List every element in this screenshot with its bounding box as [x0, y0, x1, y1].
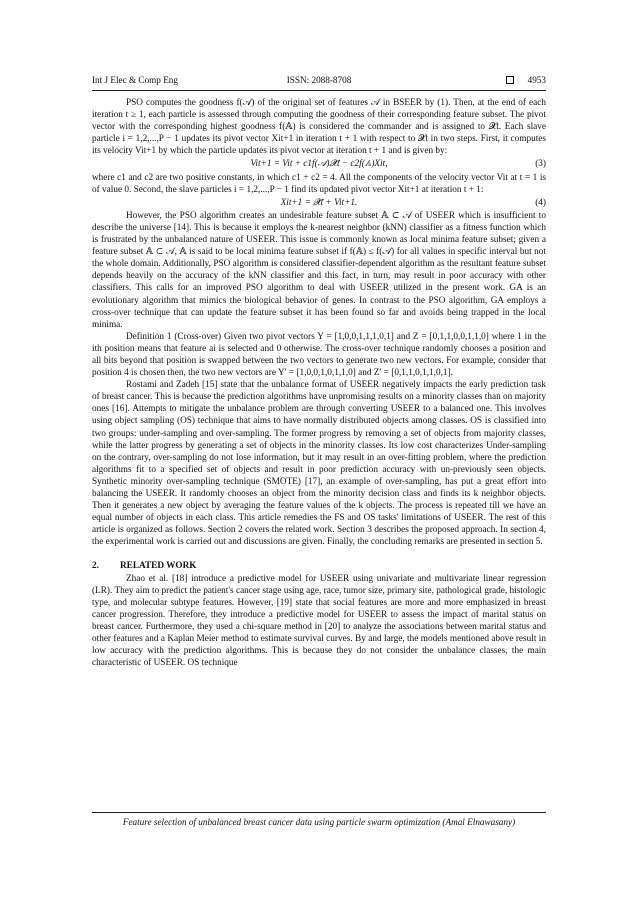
page-number: 4953 — [527, 75, 546, 85]
paragraph-pso-limitation: However, the PSO algorithm creates an undesirable feature subset 𝔸 ⊂ 𝒜 of USEER which is insufficient to describe the universe [14]. This is because it employs the k-nearest neighbor (kNN) classifier as a fitness function which is frustrated by the unbalanced nature of USEER. This issue is commonly known as local minima feature subset; given a feature subset 𝔸 ⊂ 𝒜, 𝔸 is said to be local minima feature subset if f(𝔸) ≤ f(𝒜) for all values in specific interval but not the whole domain. Additionally, PSO algorithm is considered classifier-dependent algorithm as the resultant feature subset depends heavily on the accuracy of the kNN classifier and this fact, in turn, may result in poor accuracy with other classifiers. This calls for an improved PSO algorithm to deal with USEER utilized in the present work. GA is an evolutionary algorithm that mimics the biological behavior of genes. In contrast to the PSO algorithm, GA employs a cross-over technique that can update the feature subset it has been found so far and avoids being trapped in the local minima. — [92, 210, 546, 330]
equation-3 — [92, 158, 546, 170]
paragraph-pso-goodness: PSO computes the goodness f(𝒜) of the original set of features 𝒜 in BSEER by (1). Then, at the end of each iteration t ≥ 1, each particle is assessed through computing the goodness of their corresponding feature subset. The pivot vector with the corresponding highest goodness f(𝔸) is considered the commander and is assigned to 𝓧t. Each slave particle i = 1,2,...,P − 1 updates its pivot vector Xit+1 in iteration t + 1 with respect to 𝓧t in two steps. First, it computes its velocity Vit+1 by which the particle updates its pivot vector at iteration t + 1 and is given by: — [92, 98, 546, 157]
journal-name: Int J Elec & Comp Eng — [92, 75, 178, 85]
equation-4-body: Xit+1 = 𝓧t + Vit+1. — [280, 197, 358, 208]
box-icon — [506, 76, 514, 84]
section-title: RELATED WORK — [120, 561, 197, 572]
equation-4-number: (4) — [535, 197, 546, 208]
page-footer — [92, 812, 546, 827]
equation-4 — [92, 197, 546, 209]
section-number: 2. — [92, 561, 99, 572]
section-heading — [92, 560, 546, 572]
paragraph-velocity: where c1 and c2 are two positive constants, in which c1 + c2 = 4. All the components of the velocity vector Vit at t = 1 is of value 0. Second, the slave particles i = 1,2,...,P − 1 find its updated pivot vector Xit+1 at iteration t + 1: — [92, 172, 546, 195]
page-header — [92, 72, 546, 91]
equation-3-body: Vit+1 = Vit + c1f(𝒜)𝓧t − c2f(𝔸)Xit, — [250, 159, 388, 170]
paragraph-unbalance: Rostami and Zadeh [15] state that the unbalance format of USEER negatively impacts the early prediction task of breast cancer. This is because the prediction algorithms have unpromising results on a minority classes than on majority ones [16]. Attempts to mitigate the unbalance problem are through converting USEER to a balanced one. This involves using object sampling (OS) technique that aims to have normally distributed objects among classes. OS is classified into two groups: under-sampling and over-sampling. The former progress by removing a set of objects from majority classes, while the latter progress by generating a set of objects in the minority classes. Its low cost characterizes Under-sampling on the contrary, over-sampling do not lose information, but it may result in an over-fitting problem, where the prediction algorithms fit to a specified set of objects and result in poor prediction accuracy with un-previously seen objects. Synthetic minority over-sampling technique (SMOTE) [17], an example of over-sampling, has put a great effort into balancing the USEER. It randomly chooses an object from the minority decision class and finds its k neighbor objects. Then it generates a new object by averaging the feature values of the k objects. The process is repeated till we have an equal number of objects in each class. This article remedies the FS and OS tasks' limitations of USEER. The rest of this article is organized as follows. Section 2 covers the related work. Section 3 describes the proposed approach. In section 4, the experimental work is carried out and discussions are given. Finally, the concluding remarks are presented in section 5. — [92, 380, 546, 548]
paragraph-crossover-definition: Definition 1 (Cross-over) Given two pivot vectors Y = [1,0,0,1,1,1,0,1] and Z = [0,1,1,0,0,1,1,0] where 1 in the ith position means that feature ai is selected and 0 otherwise. The cross-over technique randomly chooses a position and all bits beyond that position is swapped between the two vectors to generate two new vectors. For example, consider that position 4 is chosen then, the two new vectors are Y′ = [1,0,0,1,0,1,1,0] and Z′ = [0,1,1,0,1,1,0,1]. — [92, 331, 546, 379]
header-right — [506, 75, 546, 85]
equation-3-number: (3) — [535, 159, 546, 170]
issn: ISSN: 2088-8708 — [286, 75, 352, 85]
body-text — [92, 97, 546, 669]
paragraph-related-work: Zhao et al. [18] introduce a predictive model for USEER using univariate and multivariate linear regression (LR). They aim to predict the patient's cancer stage using age, race, tumor size, primary site, pathological grade, histologic type, and molecular subtype features. However, [19] state that social features are more and more emphasized in breast cancer progression. Therefore, they introduce a predictive model for USEER to assess the impact of marital status on breast cancer. Furthermore, they used a chi-square method in [20] to analyze the associations between marital status and other features and a Kaplan Meier method to estimate survival curves. By and large, the models mentioned above result in low accuracy with the prediction algorithms. This is because they do not consider the unbalance classes, the main characteristic of USEER. OS technique — [92, 573, 546, 669]
footer-citation: Feature selection of unbalanced breast cancer data using particle swarm optimization (Amal Elnawasany) — [122, 817, 516, 827]
